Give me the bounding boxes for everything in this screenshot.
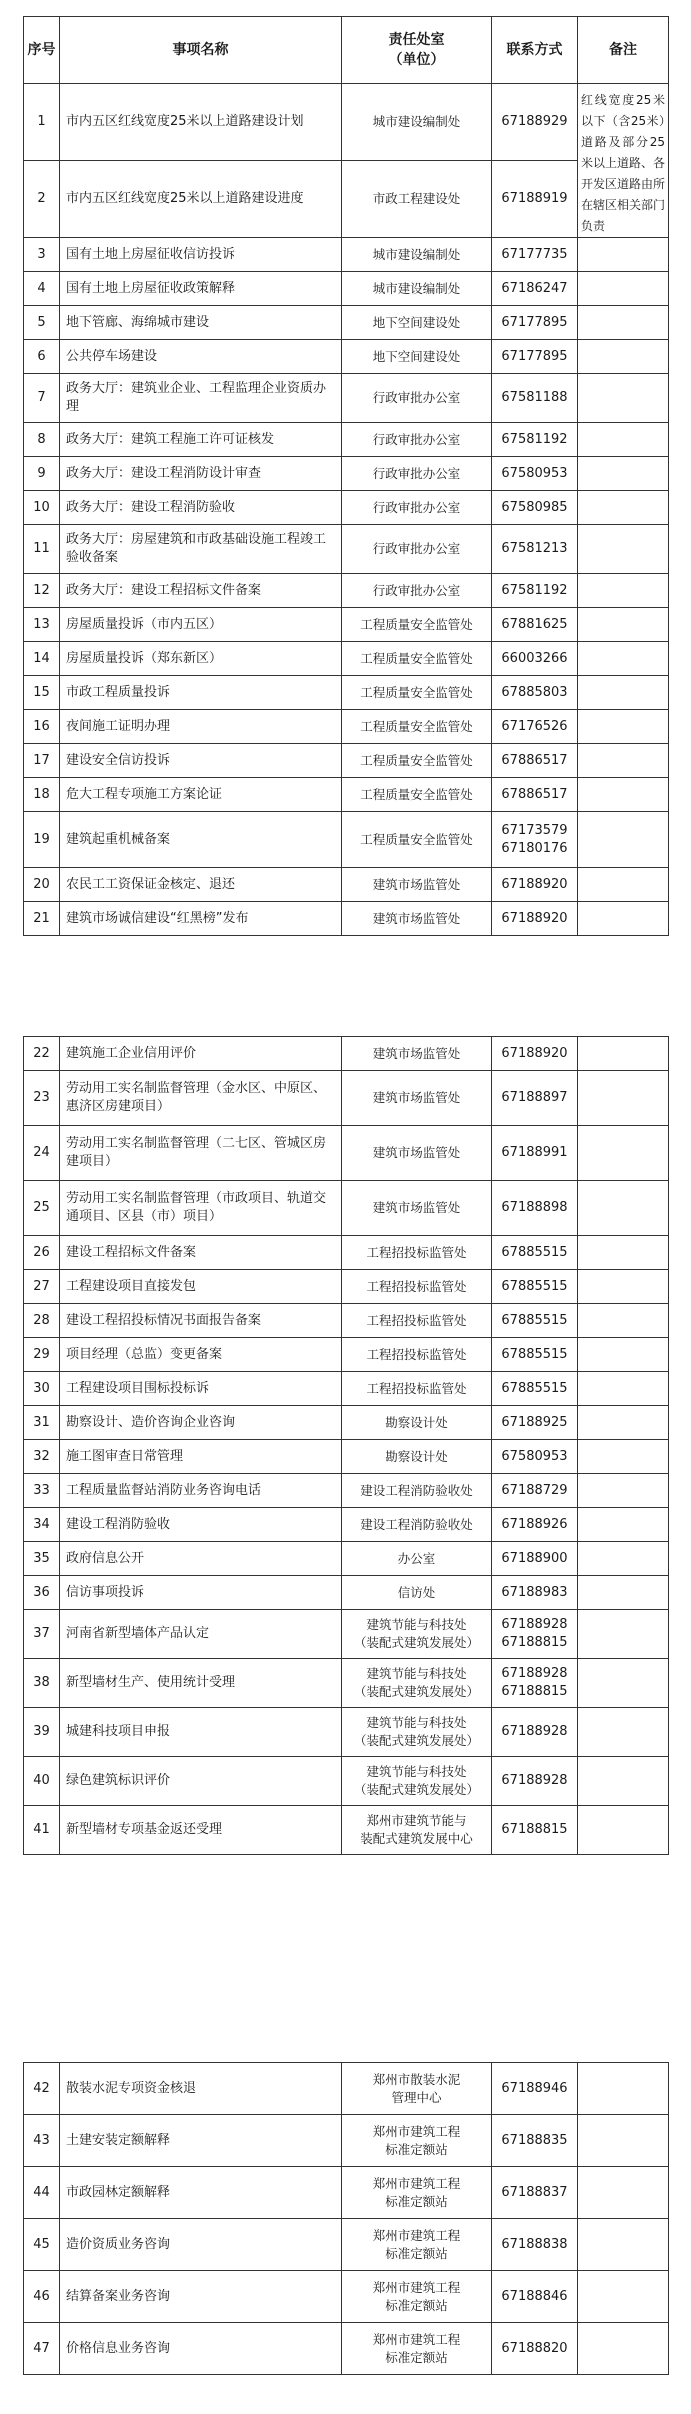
row-number: 41	[24, 1806, 60, 1855]
table-row	[24, 1181, 669, 1236]
remarks-empty	[578, 2115, 669, 2167]
table-row	[24, 1037, 669, 1071]
responsible-dept: 信访处	[342, 1576, 492, 1610]
contact-phone: 67581192	[492, 423, 578, 457]
remarks-empty	[578, 306, 669, 340]
item-name: 绿色建筑标识评价	[60, 1757, 342, 1806]
responsible-dept: 城市建设编制处	[342, 272, 492, 306]
table-row	[24, 642, 669, 676]
item-name: 建设安全信访投诉	[60, 744, 342, 778]
remarks-empty	[578, 1181, 669, 1236]
contact-phone: 67188838	[492, 2219, 578, 2271]
responsible-dept: 建设工程消防验收处	[342, 1474, 492, 1508]
remarks-empty	[578, 1806, 669, 1855]
table-row	[24, 161, 669, 238]
responsible-dept: 建筑节能与科技处 （装配式建筑发展处）	[342, 1659, 492, 1708]
remarks-empty	[578, 1508, 669, 1542]
header-name: 事项名称	[60, 17, 342, 84]
responsible-dept: 建筑市场监管处	[342, 1126, 492, 1181]
remarks-empty	[578, 1659, 669, 1708]
table-row	[24, 457, 669, 491]
table-row	[24, 2115, 669, 2167]
header-phone: 联系方式	[492, 17, 578, 84]
contact-phone: 67885515	[492, 1270, 578, 1304]
row-number: 24	[24, 1126, 60, 1181]
remarks-empty	[578, 525, 669, 574]
row-number: 43	[24, 2115, 60, 2167]
table-header-row	[24, 17, 669, 84]
contact-phone: 67186247	[492, 272, 578, 306]
item-name: 房屋质量投诉（郑东新区）	[60, 642, 342, 676]
table-row	[24, 272, 669, 306]
item-name: 项目经理（总监）变更备案	[60, 1338, 342, 1372]
table-row	[24, 2271, 669, 2323]
header-note: 备注	[578, 17, 669, 84]
responsible-dept: 工程招投标监管处	[342, 1304, 492, 1338]
contact-phone: 67580953	[492, 457, 578, 491]
responsible-dept: 城市建设编制处	[342, 84, 492, 161]
contact-phone: 67885515	[492, 1338, 578, 1372]
contact-phone: 67188897	[492, 1071, 578, 1126]
item-name: 河南省新型墙体产品认定	[60, 1610, 342, 1659]
responsible-dept: 城市建设编制处	[342, 238, 492, 272]
remarks-empty	[578, 902, 669, 936]
row-number: 40	[24, 1757, 60, 1806]
table-row	[24, 574, 669, 608]
responsible-dept: 建设工程消防验收处	[342, 1508, 492, 1542]
remarks-empty	[578, 1440, 669, 1474]
item-name: 地下管廊、海绵城市建设	[60, 306, 342, 340]
remarks-empty	[578, 1474, 669, 1508]
remarks-note: 红线宽度25米以下（含25米）道路及部分25米以上道路、各开发区道路由所在辖区相关部门负责	[578, 84, 669, 238]
table-row	[24, 1338, 669, 1372]
contact-phone: 67885515	[492, 1372, 578, 1406]
item-name: 政府信息公开	[60, 1542, 342, 1576]
responsible-dept: 工程质量安全监管处	[342, 642, 492, 676]
responsible-dept: 郑州市建筑工程 标准定额站	[342, 2271, 492, 2323]
table-row	[24, 2167, 669, 2219]
responsible-dept: 工程质量安全监管处	[342, 778, 492, 812]
row-number: 31	[24, 1406, 60, 1440]
row-number: 35	[24, 1542, 60, 1576]
item-name: 建设工程招标文件备案	[60, 1236, 342, 1270]
contact-phone: 67886517	[492, 778, 578, 812]
table-row	[24, 608, 669, 642]
row-number: 47	[24, 2323, 60, 2375]
table-row	[24, 1508, 669, 1542]
responsible-dept: 工程招投标监管处	[342, 1372, 492, 1406]
row-number: 3	[24, 238, 60, 272]
table-row	[24, 1757, 669, 1806]
row-number: 25	[24, 1181, 60, 1236]
contact-phone: 67188729	[492, 1474, 578, 1508]
remarks-empty	[578, 272, 669, 306]
responsible-dept: 建筑市场监管处	[342, 902, 492, 936]
item-name: 市政工程质量投诉	[60, 676, 342, 710]
item-name: 工程建设项目直接发包	[60, 1270, 342, 1304]
remarks-empty	[578, 2167, 669, 2219]
row-number: 15	[24, 676, 60, 710]
item-name: 城建科技项目申报	[60, 1708, 342, 1757]
item-name: 信访事项投诉	[60, 1576, 342, 1610]
contact-phone: 67188926	[492, 1508, 578, 1542]
table-row	[24, 1542, 669, 1576]
responsible-dept: 郑州市建筑工程 标准定额站	[342, 2167, 492, 2219]
responsible-dept: 行政审批办公室	[342, 374, 492, 423]
contact-phone: 67188835	[492, 2115, 578, 2167]
contact-phone: 67188983	[492, 1576, 578, 1610]
remarks-empty	[578, 374, 669, 423]
item-name: 农民工工资保证金核定、退还	[60, 868, 342, 902]
row-number: 33	[24, 1474, 60, 1508]
row-number: 19	[24, 812, 60, 868]
remarks-empty	[578, 457, 669, 491]
contact-phone: 67188991	[492, 1126, 578, 1181]
table-row	[24, 744, 669, 778]
item-name: 政务大厅：建设工程消防设计审查	[60, 457, 342, 491]
row-number: 8	[24, 423, 60, 457]
row-number: 29	[24, 1338, 60, 1372]
item-name: 市政园林定额解释	[60, 2167, 342, 2219]
remarks-empty	[578, 1270, 669, 1304]
contact-phone: 67188946	[492, 2063, 578, 2115]
table-row	[24, 812, 669, 868]
item-name: 劳动用工实名制监督管理（二七区、管城区房建项目）	[60, 1126, 342, 1181]
item-name: 结算备案业务咨询	[60, 2271, 342, 2323]
row-number: 21	[24, 902, 60, 936]
contact-phone: 67188920	[492, 1037, 578, 1071]
contact-phone: 67188928 67188815	[492, 1659, 578, 1708]
item-name: 新型墙材专项基金返还受理	[60, 1806, 342, 1855]
contact-phone: 67580953	[492, 1440, 578, 1474]
table-row	[24, 306, 669, 340]
contact-phone: 67188920	[492, 868, 578, 902]
table-row	[24, 491, 669, 525]
table-row	[24, 2063, 669, 2115]
remarks-empty	[578, 2219, 669, 2271]
item-name: 价格信息业务咨询	[60, 2323, 342, 2375]
responsible-dept: 建筑节能与科技处 （装配式建筑发展处）	[342, 1708, 492, 1757]
responsible-dept: 工程质量安全监管处	[342, 710, 492, 744]
row-number: 14	[24, 642, 60, 676]
responsible-dept: 工程质量安全监管处	[342, 676, 492, 710]
remarks-empty	[578, 1126, 669, 1181]
table-row	[24, 1071, 669, 1126]
remarks-empty	[578, 1708, 669, 1757]
responsible-dept: 建筑市场监管处	[342, 1037, 492, 1071]
table-row	[24, 374, 669, 423]
responsible-dept: 工程质量安全监管处	[342, 608, 492, 642]
responsible-dept: 建筑市场监管处	[342, 1071, 492, 1126]
contact-phone: 67188919	[492, 161, 578, 238]
responsible-dept: 勘察设计处	[342, 1440, 492, 1474]
remarks-empty	[578, 1037, 669, 1071]
item-name: 政务大厅：建筑工程施工许可证核发	[60, 423, 342, 457]
table-row	[24, 340, 669, 374]
row-number: 26	[24, 1236, 60, 1270]
item-name: 勘察设计、造价咨询企业咨询	[60, 1406, 342, 1440]
row-number: 5	[24, 306, 60, 340]
row-number: 10	[24, 491, 60, 525]
contact-phone: 67177895	[492, 340, 578, 374]
remarks-empty	[578, 710, 669, 744]
table-row	[24, 238, 669, 272]
row-number: 9	[24, 457, 60, 491]
responsible-dept: 市政工程建设处	[342, 161, 492, 238]
remarks-empty	[578, 1236, 669, 1270]
table-row	[24, 1406, 669, 1440]
responsible-dept: 郑州市建筑节能与 装配式建筑发展中心	[342, 1806, 492, 1855]
row-number: 34	[24, 1508, 60, 1542]
item-name: 建设工程消防验收	[60, 1508, 342, 1542]
item-name: 国有土地上房屋征收政策解释	[60, 272, 342, 306]
responsible-dept: 建筑节能与科技处 （装配式建筑发展处）	[342, 1610, 492, 1659]
remarks-empty	[578, 608, 669, 642]
header-dept: 责任处室 （单位）	[342, 17, 492, 84]
row-number: 37	[24, 1610, 60, 1659]
item-name: 建筑起重机械备案	[60, 812, 342, 868]
contact-phone: 67188898	[492, 1181, 578, 1236]
table-row	[24, 1610, 669, 1659]
contact-phone: 67188920	[492, 902, 578, 936]
row-number: 16	[24, 710, 60, 744]
contact-phone: 67188837	[492, 2167, 578, 2219]
item-name: 政务大厅：建筑业企业、工程监理企业资质办理	[60, 374, 342, 423]
contact-phone: 67188928 67188815	[492, 1610, 578, 1659]
responsible-dept: 郑州市建筑工程 标准定额站	[342, 2323, 492, 2375]
table-row	[24, 1708, 669, 1757]
remarks-empty	[578, 238, 669, 272]
contact-phone: 67188820	[492, 2323, 578, 2375]
contact-phone: 67173579 67180176	[492, 812, 578, 868]
table-row	[24, 423, 669, 457]
item-name: 散装水泥专项资金核退	[60, 2063, 342, 2115]
responsible-dept: 工程招投标监管处	[342, 1270, 492, 1304]
contact-phone: 67188928	[492, 1757, 578, 1806]
remarks-empty	[578, 1610, 669, 1659]
table-row	[24, 525, 669, 574]
item-name: 市内五区红线宽度25米以上道路建设进度	[60, 161, 342, 238]
remarks-empty	[578, 423, 669, 457]
table-row	[24, 902, 669, 936]
contact-phone: 67176526	[492, 710, 578, 744]
row-number: 22	[24, 1037, 60, 1071]
contact-phone: 67188815	[492, 1806, 578, 1855]
contact-phone: 66003266	[492, 642, 578, 676]
item-name: 建筑市场诚信建设“红黑榜”发布	[60, 902, 342, 936]
item-name: 劳动用工实名制监督管理（市政项目、轨道交通项目、区县（市）项目）	[60, 1181, 342, 1236]
item-name: 公共停车场建设	[60, 340, 342, 374]
remarks-empty	[578, 1338, 669, 1372]
responsible-dept: 建筑市场监管处	[342, 1181, 492, 1236]
contact-phone: 67177735	[492, 238, 578, 272]
table-row	[24, 1372, 669, 1406]
item-name: 夜间施工证明办理	[60, 710, 342, 744]
remarks-empty	[578, 574, 669, 608]
contact-phone: 67885803	[492, 676, 578, 710]
contact-table-part1	[23, 16, 669, 936]
row-number: 23	[24, 1071, 60, 1126]
table-row	[24, 1304, 669, 1338]
table-row	[24, 2323, 669, 2375]
responsible-dept: 地下空间建设处	[342, 340, 492, 374]
item-name: 劳动用工实名制监督管理（金水区、中原区、惠济区房建项目）	[60, 1071, 342, 1126]
item-name: 工程质量监督站消防业务咨询电话	[60, 1474, 342, 1508]
remarks-empty	[578, 1576, 669, 1610]
row-number: 18	[24, 778, 60, 812]
table-row	[24, 1806, 669, 1855]
remarks-empty	[578, 340, 669, 374]
responsible-dept: 建筑节能与科技处 （装配式建筑发展处）	[342, 1757, 492, 1806]
item-name: 政务大厅：房屋建筑和市政基础设施工程竣工验收备案	[60, 525, 342, 574]
contact-phone: 67188900	[492, 1542, 578, 1576]
table-row	[24, 676, 669, 710]
contact-phone: 67581188	[492, 374, 578, 423]
row-number: 12	[24, 574, 60, 608]
contact-table-part2	[23, 1036, 669, 1855]
responsible-dept: 行政审批办公室	[342, 491, 492, 525]
item-name: 新型墙材生产、使用统计受理	[60, 1659, 342, 1708]
remarks-empty	[578, 744, 669, 778]
table-row	[24, 84, 669, 161]
remarks-empty	[578, 1304, 669, 1338]
contact-phone: 67188925	[492, 1406, 578, 1440]
row-number: 30	[24, 1372, 60, 1406]
contact-phone: 67580985	[492, 491, 578, 525]
responsible-dept: 郑州市建筑工程 标准定额站	[342, 2219, 492, 2271]
table-row	[24, 710, 669, 744]
remarks-empty	[578, 642, 669, 676]
remarks-empty	[578, 2271, 669, 2323]
remarks-empty	[578, 778, 669, 812]
remarks-empty	[578, 812, 669, 868]
responsible-dept: 工程质量安全监管处	[342, 812, 492, 868]
responsible-dept: 郑州市建筑工程 标准定额站	[342, 2115, 492, 2167]
row-number: 11	[24, 525, 60, 574]
responsible-dept: 行政审批办公室	[342, 525, 492, 574]
table-row	[24, 1270, 669, 1304]
row-number: 4	[24, 272, 60, 306]
contact-phone: 67177895	[492, 306, 578, 340]
row-number: 6	[24, 340, 60, 374]
remarks-empty	[578, 1542, 669, 1576]
table-row	[24, 1440, 669, 1474]
row-number: 1	[24, 84, 60, 161]
row-number: 42	[24, 2063, 60, 2115]
responsible-dept: 工程招投标监管处	[342, 1236, 492, 1270]
responsible-dept: 工程质量安全监管处	[342, 744, 492, 778]
item-name: 危大工程专项施工方案论证	[60, 778, 342, 812]
item-name: 国有土地上房屋征收信访投诉	[60, 238, 342, 272]
remarks-empty	[578, 2063, 669, 2115]
contact-phone: 67886517	[492, 744, 578, 778]
contact-phone: 67581213	[492, 525, 578, 574]
item-name: 建筑施工企业信用评价	[60, 1037, 342, 1071]
item-name: 房屋质量投诉（市内五区）	[60, 608, 342, 642]
item-name: 市内五区红线宽度25米以上道路建设计划	[60, 84, 342, 161]
responsible-dept: 建筑市场监管处	[342, 868, 492, 902]
contact-phone: 67885515	[492, 1236, 578, 1270]
remarks-empty	[578, 1757, 669, 1806]
remarks-empty	[578, 491, 669, 525]
row-number: 17	[24, 744, 60, 778]
row-number: 2	[24, 161, 60, 238]
table-row	[24, 2219, 669, 2271]
remarks-empty	[578, 676, 669, 710]
responsible-dept: 工程招投标监管处	[342, 1338, 492, 1372]
row-number: 39	[24, 1708, 60, 1757]
row-number: 7	[24, 374, 60, 423]
row-number: 44	[24, 2167, 60, 2219]
table-row	[24, 778, 669, 812]
contact-phone: 67188929	[492, 84, 578, 161]
row-number: 45	[24, 2219, 60, 2271]
row-number: 27	[24, 1270, 60, 1304]
row-number: 46	[24, 2271, 60, 2323]
responsible-dept: 行政审批办公室	[342, 423, 492, 457]
row-number: 13	[24, 608, 60, 642]
row-number: 36	[24, 1576, 60, 1610]
item-name: 工程建设项目围标投标诉	[60, 1372, 342, 1406]
table-row	[24, 1659, 669, 1708]
table-row	[24, 1236, 669, 1270]
responsible-dept: 郑州市散装水泥 管理中心	[342, 2063, 492, 2115]
responsible-dept: 行政审批办公室	[342, 574, 492, 608]
remarks-empty	[578, 868, 669, 902]
item-name: 建设工程招投标情况书面报告备案	[60, 1304, 342, 1338]
contact-phone: 67885515	[492, 1304, 578, 1338]
table-row	[24, 1474, 669, 1508]
responsible-dept: 勘察设计处	[342, 1406, 492, 1440]
header-no: 序号	[24, 17, 60, 84]
remarks-empty	[578, 2323, 669, 2375]
remarks-empty	[578, 1071, 669, 1126]
responsible-dept: 行政审批办公室	[342, 457, 492, 491]
row-number: 20	[24, 868, 60, 902]
table-row	[24, 1126, 669, 1181]
contact-phone: 67881625	[492, 608, 578, 642]
contact-table-part3	[23, 2062, 669, 2375]
row-number: 38	[24, 1659, 60, 1708]
responsible-dept: 地下空间建设处	[342, 306, 492, 340]
remarks-empty	[578, 1406, 669, 1440]
contact-phone: 67581192	[492, 574, 578, 608]
item-name: 施工图审查日常管理	[60, 1440, 342, 1474]
table-row	[24, 868, 669, 902]
contact-phone: 67188928	[492, 1708, 578, 1757]
table-row	[24, 1576, 669, 1610]
item-name: 政务大厅：建设工程消防验收	[60, 491, 342, 525]
item-name: 政务大厅：建设工程招标文件备案	[60, 574, 342, 608]
row-number: 28	[24, 1304, 60, 1338]
remarks-empty	[578, 1372, 669, 1406]
item-name: 造价资质业务咨询	[60, 2219, 342, 2271]
row-number: 32	[24, 1440, 60, 1474]
responsible-dept: 办公室	[342, 1542, 492, 1576]
item-name: 土建安装定额解释	[60, 2115, 342, 2167]
contact-phone: 67188846	[492, 2271, 578, 2323]
